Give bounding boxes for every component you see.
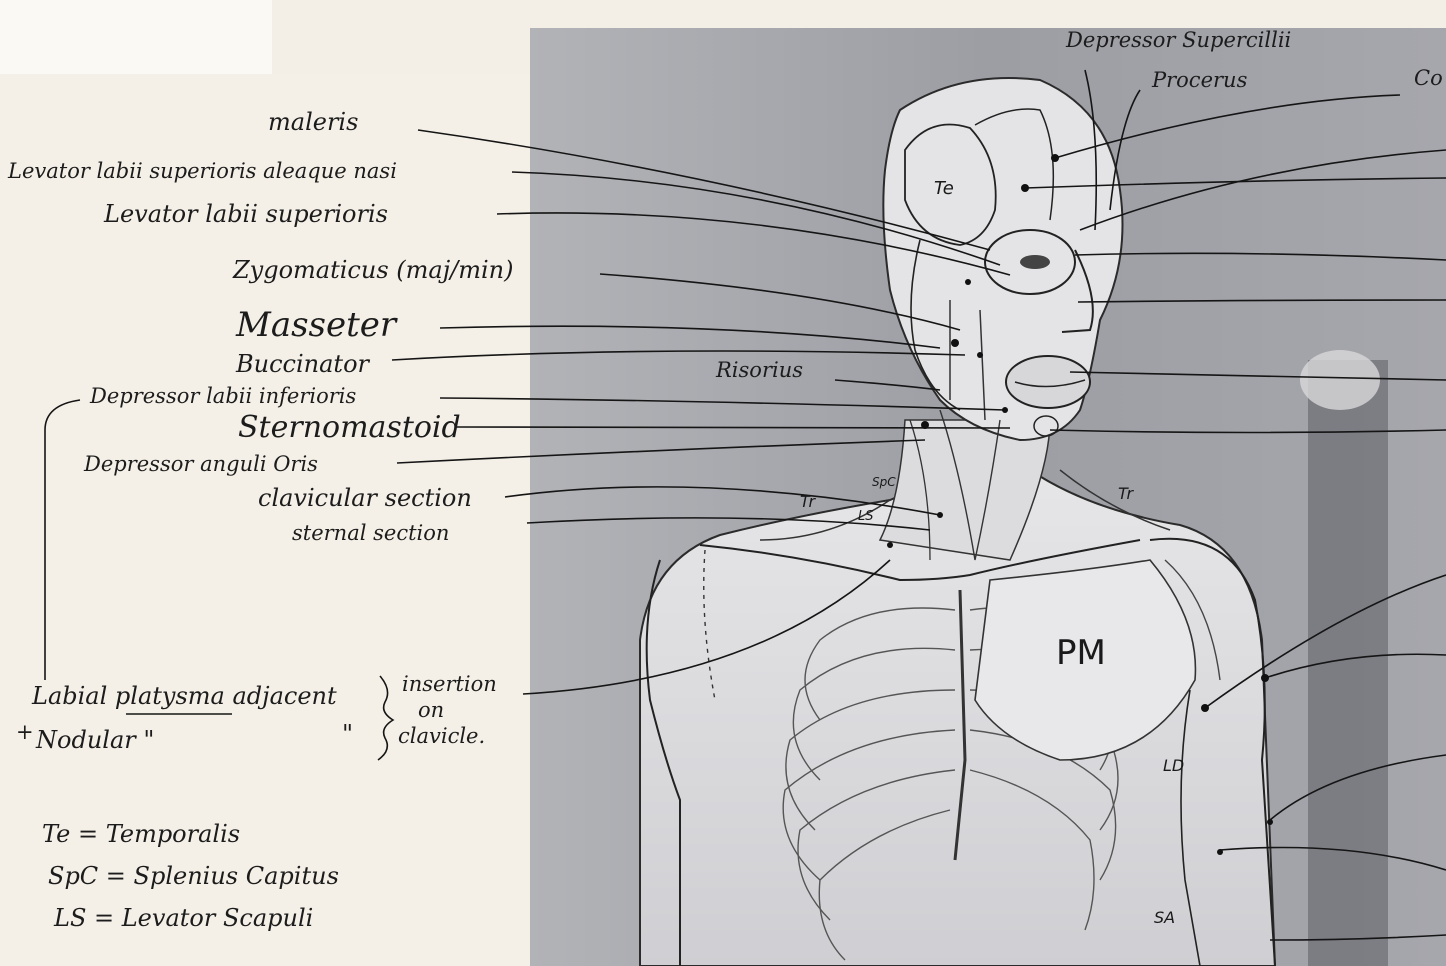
label-sternal-section: sternal section	[292, 521, 450, 545]
label-procerus: Procerus	[1152, 68, 1248, 92]
platysma-line1: Labial platysma adjacent	[32, 682, 337, 710]
label-depressor-supercilii: Depressor Supercillii	[1066, 28, 1292, 52]
label-zygomaticus: Zygomaticus (maj/min)	[233, 256, 514, 284]
platysma-on: on	[418, 698, 445, 722]
label-clavicular-section: clavicular section	[258, 484, 472, 512]
label-depressor-anguli: Depressor anguli Oris	[84, 452, 318, 476]
photo-label-tr-left: Tr	[800, 492, 816, 511]
legend-splenius-capitus: SpC = Splenius Capitus	[48, 862, 339, 890]
legend-levator-scapuli: LS = Levator Scapuli	[54, 904, 314, 932]
photo-label-sa: SA	[1154, 908, 1176, 927]
photo-label-ls: LS	[858, 509, 874, 524]
label-risorius: Risorius	[716, 358, 804, 382]
photo-label-ld: LD	[1163, 756, 1185, 775]
photo-label-te: Te	[934, 178, 954, 199]
platysma-plus-sign: +	[16, 720, 34, 744]
label-corner-partial: Co	[1414, 66, 1443, 90]
platysma-ditto: "	[342, 720, 354, 748]
label-levator-labii-superioris: Levator labii superioris	[104, 200, 388, 228]
label-levator-alaeque-nasi: Levator labii superioris aleaque nasi	[8, 159, 397, 183]
label-buccinator: Buccinator	[236, 350, 369, 378]
label-sternomastoid: Sternomastoid	[238, 410, 461, 445]
photo-label-pm: PM	[1056, 633, 1106, 673]
platysma-line2: Nodular "	[36, 726, 155, 754]
label-depressor-labii: Depressor labii inferioris	[90, 384, 357, 408]
legend-temporalis: Te = Temporalis	[42, 820, 241, 848]
tape-strip	[0, 0, 272, 74]
platysma-insertion: insertion	[402, 672, 497, 696]
photo-label-tr-right: Tr	[1118, 484, 1134, 503]
photo-label-spc: SpC	[872, 475, 896, 489]
label-masseter: Masseter	[236, 305, 397, 345]
label-maleris: maleris	[268, 108, 359, 136]
platysma-clavicle: clavicle.	[398, 724, 486, 748]
